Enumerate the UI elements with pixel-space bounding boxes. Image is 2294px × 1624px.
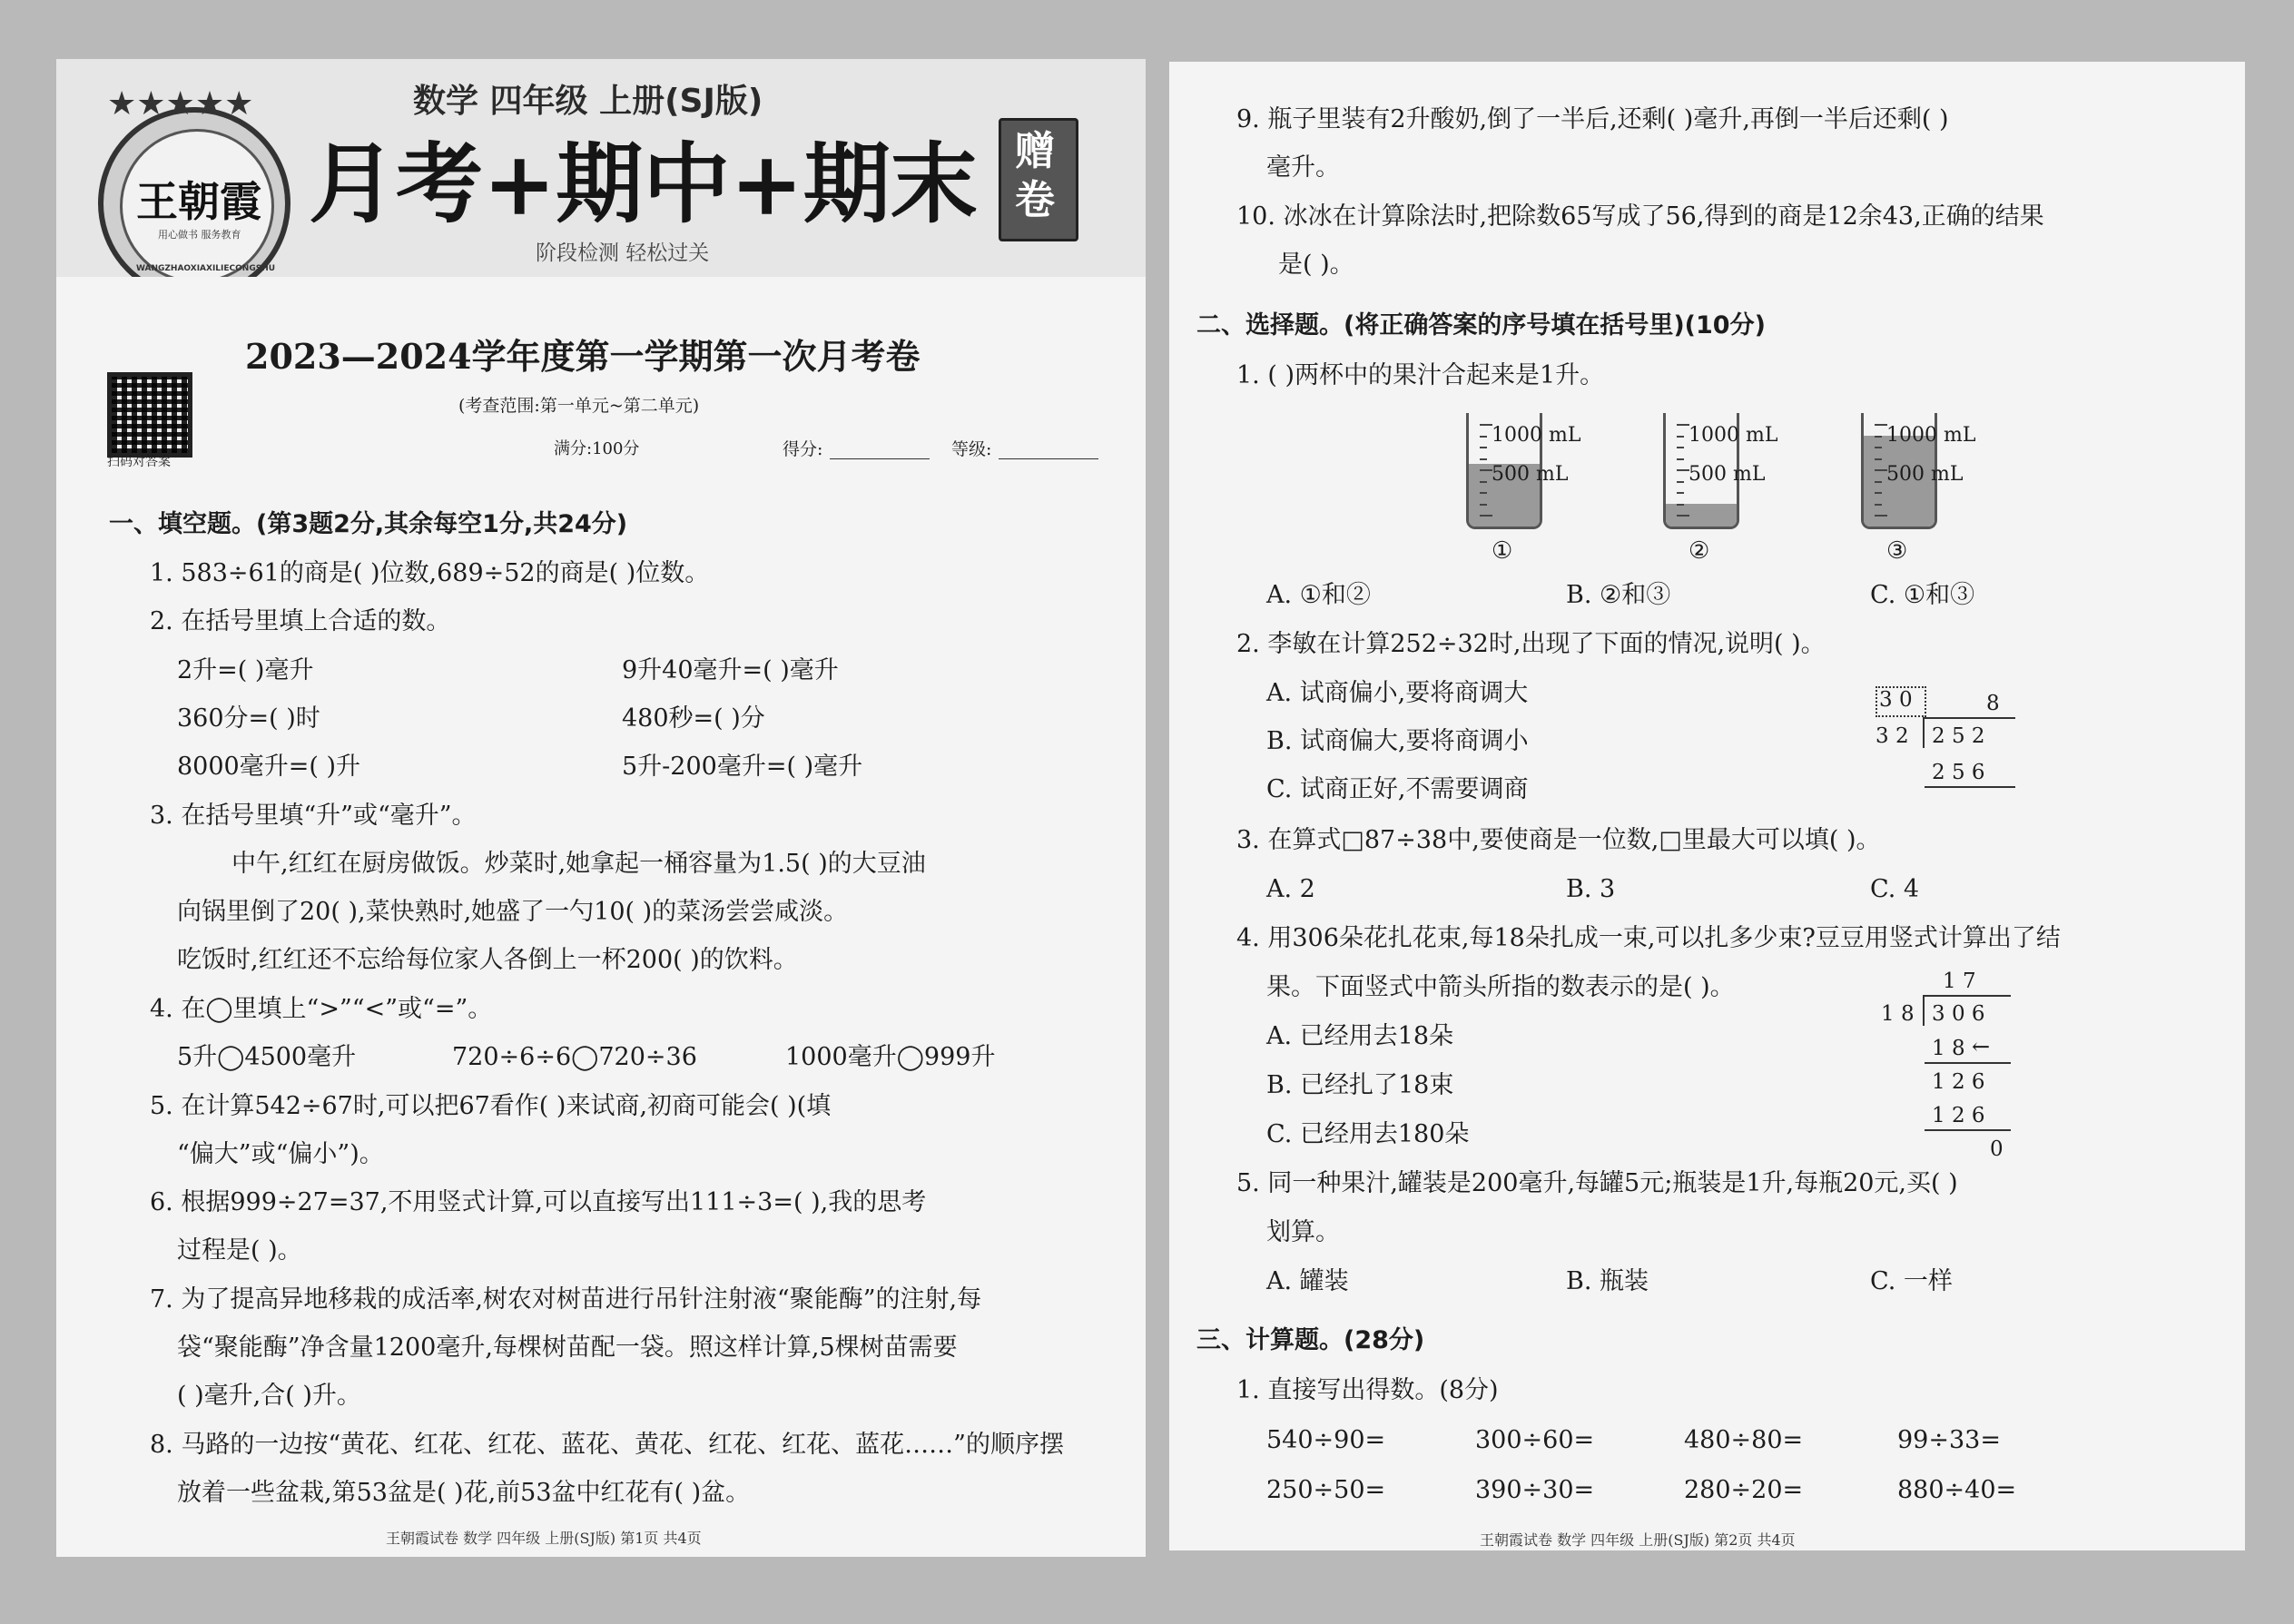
beaker-tick bbox=[1480, 492, 1487, 494]
s1-q5-line1: 5. 在计算542÷67时,可以把67看作( )来试商,初商可能会( )(填 bbox=[150, 1092, 832, 1120]
beaker-label-500: 500 mL bbox=[1689, 463, 1766, 486]
calc-r2-c2: 390÷30= bbox=[1475, 1476, 1595, 1504]
beaker-tick bbox=[1875, 424, 1887, 426]
beaker-tick bbox=[1875, 436, 1882, 438]
q4-calc-line2 bbox=[1925, 1129, 2011, 1131]
calc-r2-c4: 880÷40= bbox=[1897, 1476, 2017, 1504]
logo-ring-text: WANGZHAOXIAXILIECONGSHU bbox=[136, 264, 276, 273]
s1-q2d: 480秒=( )分 bbox=[622, 704, 765, 733]
section3-heading: 三、计算题。(28分) bbox=[1196, 1326, 1425, 1354]
beaker-number: ③ bbox=[1886, 537, 1908, 565]
s1-q5-line2: “偏大”或“偏小”)。 bbox=[177, 1140, 384, 1168]
grade-field[interactable] bbox=[999, 458, 1098, 459]
beaker-tick bbox=[1480, 447, 1487, 448]
qr-caption: 扫码对答案 bbox=[107, 455, 171, 469]
section2-heading: 二、选择题。(将正确答案的序号填在括号里)(10分) bbox=[1196, 311, 1766, 340]
beaker-tick bbox=[1677, 504, 1684, 506]
beaker-tick bbox=[1480, 424, 1492, 426]
main-title: 月考+期中+期末 bbox=[309, 133, 978, 235]
q2-calc-dividend: 2 5 2 bbox=[1932, 724, 1985, 748]
s1-q6-line1: 6. 根据999÷27=37,不用竖式计算,可以直接写出111÷3=( ),我的思考 bbox=[150, 1188, 927, 1216]
exam-title: 2023—2024学年度第一学期第一次月考卷 bbox=[245, 336, 921, 377]
q2-calc-underline bbox=[1925, 786, 2015, 788]
beaker-tick bbox=[1875, 504, 1882, 506]
calc-r2-c3: 280÷20= bbox=[1684, 1476, 1804, 1504]
s2-q4-opt-c[interactable]: C. 已经用去180朵 bbox=[1266, 1120, 1470, 1148]
s1-q4b: 720÷6÷6◯720÷36 bbox=[452, 1043, 697, 1071]
beaker-tick bbox=[1875, 515, 1887, 517]
calc-r1-c4: 99÷33= bbox=[1897, 1426, 2001, 1454]
beaker-label-500: 500 mL bbox=[1886, 463, 1964, 486]
s2-q1: 1. ( )两杯中的果汁合起来是1升。 bbox=[1236, 361, 1605, 389]
s3-q1: 1. 直接写出得数。(8分) bbox=[1236, 1376, 1499, 1404]
beaker-number: ② bbox=[1689, 537, 1710, 565]
s2-q5-opt-c[interactable]: C. 一样 bbox=[1870, 1267, 1953, 1295]
s1-q10-line1: 10. 冰冰在计算除法时,把除数65写成了56,得到的商是12余43,正确的结果 bbox=[1236, 202, 2044, 231]
footer-page1: 王朝霞试卷 数学 四年级 上册(SJ版) 第1页 共4页 bbox=[386, 1530, 702, 1547]
s2-q2-opt-a[interactable]: A. 试商偏小,要将商调大 bbox=[1266, 679, 1529, 707]
beaker-tick bbox=[1480, 481, 1487, 483]
slogan: 阶段检测 轻松过关 bbox=[536, 241, 710, 265]
q2-calc-bracket bbox=[1925, 717, 2015, 719]
q2-calc-box-text: 3 0 bbox=[1879, 688, 1913, 712]
beaker-label-500: 500 mL bbox=[1492, 463, 1569, 486]
q4-calc-bracket-left bbox=[1923, 995, 1925, 1026]
score-label: 得分: bbox=[783, 439, 823, 459]
s1-q2f: 5升-200毫升=( )毫升 bbox=[622, 753, 863, 781]
beaker-tick bbox=[1677, 492, 1684, 494]
s2-q5-opt-b[interactable]: B. 瓶装 bbox=[1566, 1267, 1649, 1295]
s1-q3-line1: 中午,红红在厨房做饭。炒菜时,她拿起一桶容量为1.5( )的大豆油 bbox=[231, 850, 926, 878]
beaker-label-1000: 1000 mL bbox=[1689, 424, 1778, 447]
beaker-tick bbox=[1677, 481, 1684, 483]
s1-q9-line1: 9. 瓶子里装有2升酸奶,倒了一半后,还剩( )毫升,再倒一半后还剩( ) bbox=[1236, 105, 1949, 133]
beaker-tick bbox=[1480, 436, 1487, 438]
s1-q2e: 8000毫升=( )升 bbox=[177, 753, 360, 781]
q4-calc-dividend: 3 0 6 bbox=[1932, 1002, 1985, 1026]
s1-q9-line2: 毫升。 bbox=[1266, 153, 1340, 182]
s1-q1: 1. 583÷61的商是( )位数,689÷52的商是( )位数。 bbox=[150, 559, 710, 587]
s2-q4-line1: 4. 用306朵花扎花束,每18朵扎成一束,可以扎多少束?豆豆用竖式计算出了结 bbox=[1236, 924, 2061, 952]
gift-badge-text: 赠卷 bbox=[1015, 128, 1055, 223]
q2-calc-bracket-left bbox=[1923, 717, 1925, 748]
s1-q4c: 1000毫升◯999升 bbox=[785, 1043, 996, 1071]
s2-q1-opt-c[interactable]: C. ①和③ bbox=[1870, 581, 1975, 609]
beaker-tick bbox=[1875, 481, 1882, 483]
s1-q2a: 2升=( )毫升 bbox=[177, 656, 314, 684]
q4-calc-arrow: ← bbox=[1972, 1034, 1991, 1059]
s1-q3-line2: 向锅里倒了20( ),菜快熟时,她盛了一勺10( )的菜汤尝尝咸淡。 bbox=[177, 898, 849, 926]
beaker-tick bbox=[1875, 469, 1887, 471]
beaker-tick bbox=[1677, 469, 1689, 471]
score-field[interactable] bbox=[830, 458, 930, 459]
s1-q2b: 9升40毫升=( )毫升 bbox=[622, 656, 839, 684]
s2-q2-opt-c[interactable]: C. 试商正好,不需要调商 bbox=[1266, 775, 1529, 803]
s2-q2: 2. 李敏在计算252÷32时,出现了下面的情况,说明( )。 bbox=[1236, 630, 1826, 658]
beaker-tick bbox=[1480, 504, 1487, 506]
s2-q4-opt-b[interactable]: B. 已经扎了18束 bbox=[1266, 1071, 1454, 1099]
s1-q8-line1: 8. 马路的一边按“黄花、红花、红花、蓝花、黄花、红花、红花、蓝花……”的顺序摆 bbox=[150, 1431, 1064, 1459]
full-score: 满分:100分 bbox=[554, 439, 640, 458]
beaker-tick bbox=[1677, 436, 1684, 438]
logo-stars: ★★★★★ bbox=[107, 85, 254, 123]
q4-calc-bracket bbox=[1925, 995, 2011, 997]
s1-q8-line2: 放着一些盆栽,第53盆是( )花,前53盆中红花有( )盆。 bbox=[177, 1479, 751, 1507]
calc-r1-c3: 480÷80= bbox=[1684, 1426, 1804, 1454]
beaker-tick bbox=[1677, 424, 1689, 426]
s2-q4-opt-a[interactable]: A. 已经用去18朵 bbox=[1266, 1022, 1454, 1050]
calc-r1-c2: 300÷60= bbox=[1475, 1426, 1595, 1454]
s1-q2c: 360分=( )时 bbox=[177, 704, 320, 733]
s2-q4-line2: 果。下面竖式中箭头所指的数表示的是( )。 bbox=[1266, 973, 1735, 1001]
beaker-tick bbox=[1480, 458, 1487, 460]
section1-heading: 一、填空题。(第3题2分,其余每空1分,共24分) bbox=[109, 510, 628, 538]
beaker-tick bbox=[1875, 447, 1882, 448]
s1-q7-line1: 7. 为了提高异地移栽的成活率,树农对树苗进行吊针注射液“聚能酶”的注射,每 bbox=[150, 1285, 982, 1314]
logo-name: 王朝霞 bbox=[136, 177, 261, 226]
exam-scope: (考查范围:第一单元~第二单元) bbox=[458, 396, 700, 416]
s1-q3: 3. 在括号里填“升”或“毫升”。 bbox=[150, 802, 477, 830]
beaker-tick bbox=[1875, 458, 1882, 460]
calc-r1-c1: 540÷90= bbox=[1266, 1426, 1386, 1454]
q4-calc-line1 bbox=[1925, 1062, 2011, 1064]
s2-q1-opt-a[interactable]: A. ①和② bbox=[1266, 581, 1371, 609]
beaker-tick bbox=[1875, 492, 1882, 494]
calc-r2-c1: 250÷50= bbox=[1266, 1476, 1386, 1504]
s1-q10-line2: 是( )。 bbox=[1278, 251, 1354, 279]
s2-q5-line1: 5. 同一种果汁,罐装是200毫升,每罐5元;瓶装是1升,每瓶20元,买( ) bbox=[1236, 1169, 1958, 1197]
s2-q3: 3. 在算式□87÷38中,要使商是一位数,□里最大可以填( )。 bbox=[1236, 826, 1881, 854]
s2-q3-opt-a[interactable]: A. 2 bbox=[1266, 875, 1315, 903]
beaker-tick bbox=[1480, 469, 1492, 471]
q2-calc-product: 2 5 6 bbox=[1932, 761, 1985, 784]
beaker-tick bbox=[1677, 458, 1684, 460]
qr-code[interactable] bbox=[107, 372, 192, 458]
s1-q4: 4. 在◯里填上“>”“<”或“=”。 bbox=[150, 995, 493, 1023]
footer-page2: 王朝霞试卷 数学 四年级 上册(SJ版) 第2页 共4页 bbox=[1480, 1531, 1796, 1549]
q4-calc-step3: 1 2 6 bbox=[1932, 1104, 1985, 1127]
beaker-label-1000: 1000 mL bbox=[1492, 424, 1581, 447]
s1-q7-line3: ( )毫升,合( )升。 bbox=[177, 1382, 361, 1410]
beaker-tick bbox=[1677, 515, 1689, 517]
beaker-tick bbox=[1480, 515, 1492, 517]
s2-q1-opt-b[interactable]: B. ②和③ bbox=[1566, 581, 1671, 609]
s1-q4a: 5升◯4500毫升 bbox=[177, 1043, 357, 1071]
grade-label: 等级: bbox=[951, 439, 992, 459]
beaker-number: ① bbox=[1492, 537, 1513, 565]
q4-calc-remainder: 0 bbox=[1990, 1137, 2004, 1161]
s1-q7-line2: 袋“聚能酶”净含量1200毫升,每棵树苗配一袋。照这样计算,5棵树苗需要 bbox=[177, 1334, 958, 1362]
s2-q2-opt-b[interactable]: B. 试商偏大,要将商调小 bbox=[1266, 727, 1529, 755]
beaker-label-1000: 1000 mL bbox=[1886, 424, 1976, 447]
s2-q3-opt-c[interactable]: C. 4 bbox=[1870, 875, 1920, 903]
s1-q3-line3: 吃饭时,红红还不忘给每位家人各倒上一杯200( )的饮料。 bbox=[177, 946, 798, 974]
beaker-tick bbox=[1677, 447, 1684, 448]
subject-line: 数学 四年级 上册(SJ版) bbox=[413, 83, 763, 120]
s2-q3-opt-b[interactable]: B. 3 bbox=[1566, 875, 1616, 903]
q4-calc-divisor: 1 8 bbox=[1881, 1002, 1915, 1026]
q4-calc-quotient: 1 7 bbox=[1943, 969, 1976, 993]
s2-q5-line2: 划算。 bbox=[1266, 1218, 1340, 1246]
q2-calc-divisor: 3 2 bbox=[1876, 724, 1909, 748]
q4-calc-step1: 1 8 bbox=[1932, 1037, 1965, 1060]
s1-q6-line2: 过程是( )。 bbox=[177, 1236, 302, 1265]
q4-calc-step2: 1 2 6 bbox=[1932, 1070, 1985, 1094]
s1-q2: 2. 在括号里填上合适的数。 bbox=[150, 607, 451, 635]
logo-sub: 用心做书 服务教育 bbox=[158, 229, 241, 241]
q2-calc-quotient: 8 bbox=[1986, 692, 2000, 715]
s2-q5-opt-a[interactable]: A. 罐装 bbox=[1266, 1267, 1349, 1295]
